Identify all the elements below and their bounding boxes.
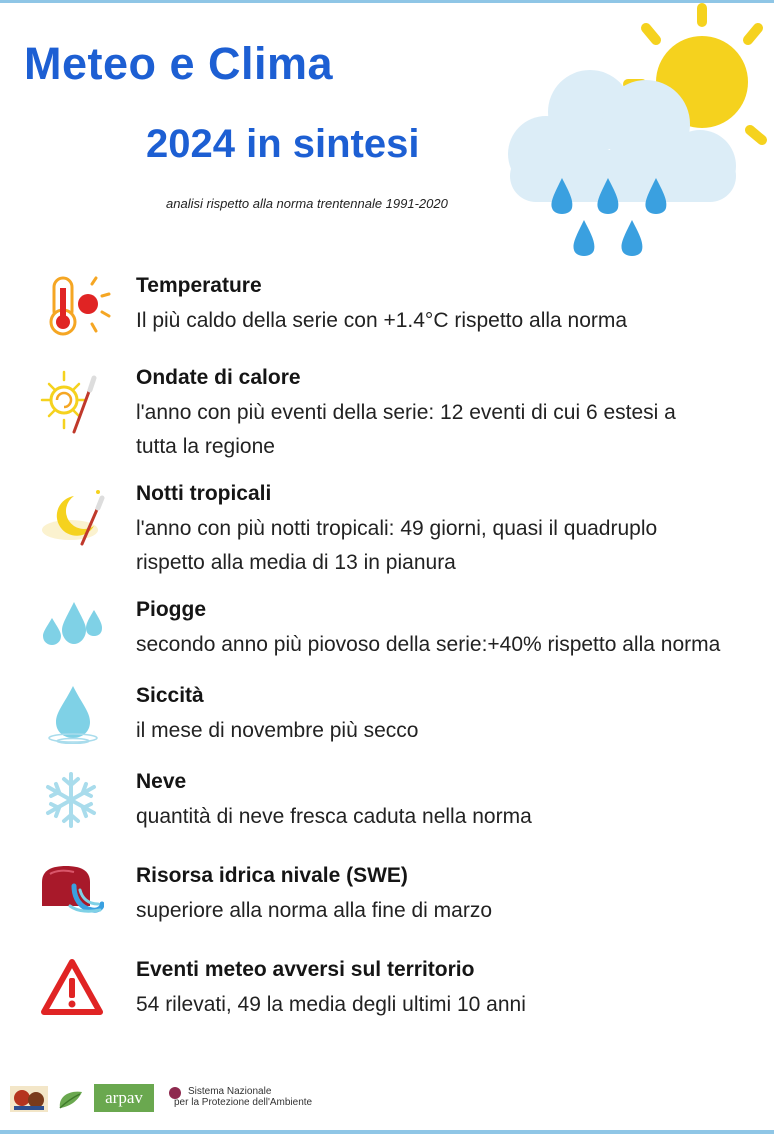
item-description — [136, 894, 492, 928]
warning-triangle-icon — [40, 958, 104, 1016]
sun-cloud-rain-icon — [500, 0, 774, 270]
item-title: Eventi meteo avversi sul territorio — [136, 958, 475, 981]
snpa-line: per la Protezione dell'Ambiente — [174, 1097, 313, 1108]
description-line: secondo anno più piovoso della serie:+40% rispetto alla norma — [136, 633, 721, 656]
region-logo-icon — [10, 1086, 48, 1112]
item-swe — [0, 864, 774, 934]
item-title: Neve — [136, 770, 187, 793]
footer-logos — [10, 1080, 390, 1120]
water-drop-icon — [46, 684, 100, 744]
item-description — [136, 304, 627, 338]
description-line: tutta la regione — [136, 435, 275, 458]
moon-thermometer-icon — [40, 488, 106, 548]
item-rain — [0, 598, 774, 668]
item-title: Ondate di calore — [136, 366, 301, 389]
thermometer-sun-icon — [44, 274, 112, 338]
description-line: l'anno con più eventi della serie: 12 eventi di cui 6 estesi a — [136, 401, 676, 424]
item-temperature — [0, 274, 774, 344]
item-tropical-nights — [0, 482, 774, 578]
description-line: l'anno con più notti tropicali: 49 giorni, quasi il quadruplo — [136, 517, 658, 540]
item-heatwaves — [0, 366, 774, 462]
snow-water-icon — [40, 864, 104, 914]
snpa-line: Sistema Nazionale — [188, 1086, 272, 1097]
bottom-border — [0, 1130, 774, 1134]
page-title: Meteo e Clima — [24, 38, 334, 89]
description-line: superiore alla norma alla fine di marzo — [136, 899, 493, 922]
raindrops-icon — [40, 598, 106, 648]
item-title: Siccità — [136, 684, 204, 707]
page-subtitle: 2024 in sintesi — [146, 122, 420, 166]
snowflake-icon — [44, 770, 98, 830]
item-snow — [0, 770, 774, 840]
item-description — [136, 512, 657, 580]
snpa-logo-text — [174, 1086, 312, 1108]
item-description — [136, 988, 526, 1022]
item-title: Temperature — [136, 274, 262, 297]
item-description — [136, 396, 676, 464]
item-adverse-events — [0, 958, 774, 1028]
item-description — [136, 800, 532, 834]
description-line: quantità di neve fresca caduta nella norma — [136, 805, 532, 828]
description-line: il mese di novembre più secco — [136, 719, 419, 742]
item-title: Notti tropicali — [136, 482, 272, 505]
description-line: rispetto alla media di 13 in pianura — [136, 551, 456, 574]
description-line: Il più caldo della serie con +1.4°C rispetto alla norma — [136, 309, 628, 332]
reference-note: analisi rispetto alla norma trentennale 1991-2020 — [166, 196, 448, 211]
leaf-logo-icon — [52, 1086, 90, 1112]
heatwave-sun-icon — [40, 370, 100, 436]
item-title: Risorsa idrica nivale (SWE) — [136, 864, 408, 887]
item-drought — [0, 684, 774, 754]
arpav-logo: arpav — [94, 1084, 154, 1112]
item-title: Piogge — [136, 598, 207, 621]
item-description — [136, 628, 720, 662]
description-line: 54 rilevati, 49 la media degli ultimi 10 anni — [136, 993, 526, 1016]
item-description — [136, 714, 418, 748]
